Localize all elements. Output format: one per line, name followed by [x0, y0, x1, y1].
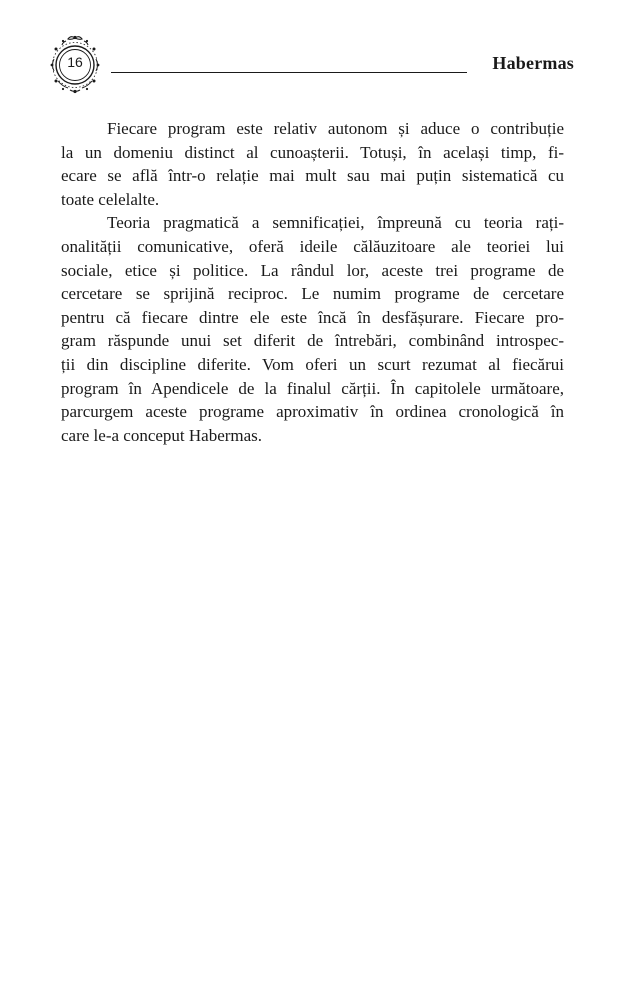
text-line: pentru că fiecare dintre ele este încă în desfășurare. Fiecare pro-	[61, 307, 564, 327]
text-line: ecare se află într-o relație mai mult sau mai puțin sistematică cu	[61, 166, 564, 186]
paragraph	[61, 117, 564, 211]
text-line: gram răspunde unui set diferit de întrebări, combinând introspec-	[61, 331, 564, 351]
running-title: Habermas	[492, 53, 574, 73]
text-line: program în Apendicele de la finalul cărții. În capitolele următoare,	[61, 378, 564, 398]
page-number: 16	[67, 54, 83, 70]
text-line: ții din discipline diferite. Vom oferi un scurt rezumat al fiecărui	[61, 354, 564, 374]
text-line: toate celelalte.	[61, 189, 160, 209]
header-rule	[111, 72, 467, 73]
text-line: sociale, etice și politice. La rândul lor, aceste trei programe de	[61, 260, 564, 280]
paragraph	[61, 211, 564, 447]
text-line: parcurgem aceste programe aproximativ în ordinea cronologică în	[61, 402, 564, 422]
text-line: la un domeniu distinct al cunoașterii. Totuși, în același timp, fi-	[61, 142, 564, 162]
text-line: care le-a conceput Habermas.	[61, 425, 263, 445]
text-line: onalității comunicative, oferă ideile călăuzitoare ale teoriei lui	[61, 236, 564, 256]
page-header	[44, 34, 574, 94]
text-line: cercetare se sprijină reciproc. Le numim programe de cercetare	[61, 284, 564, 304]
text-line: Teoria pragmatică a semnificației, împreună cu teoria rați-	[107, 213, 564, 233]
text-line: Fiecare program este relativ autonom și aduce o contribuție	[107, 119, 564, 138]
body-text	[61, 117, 564, 447]
